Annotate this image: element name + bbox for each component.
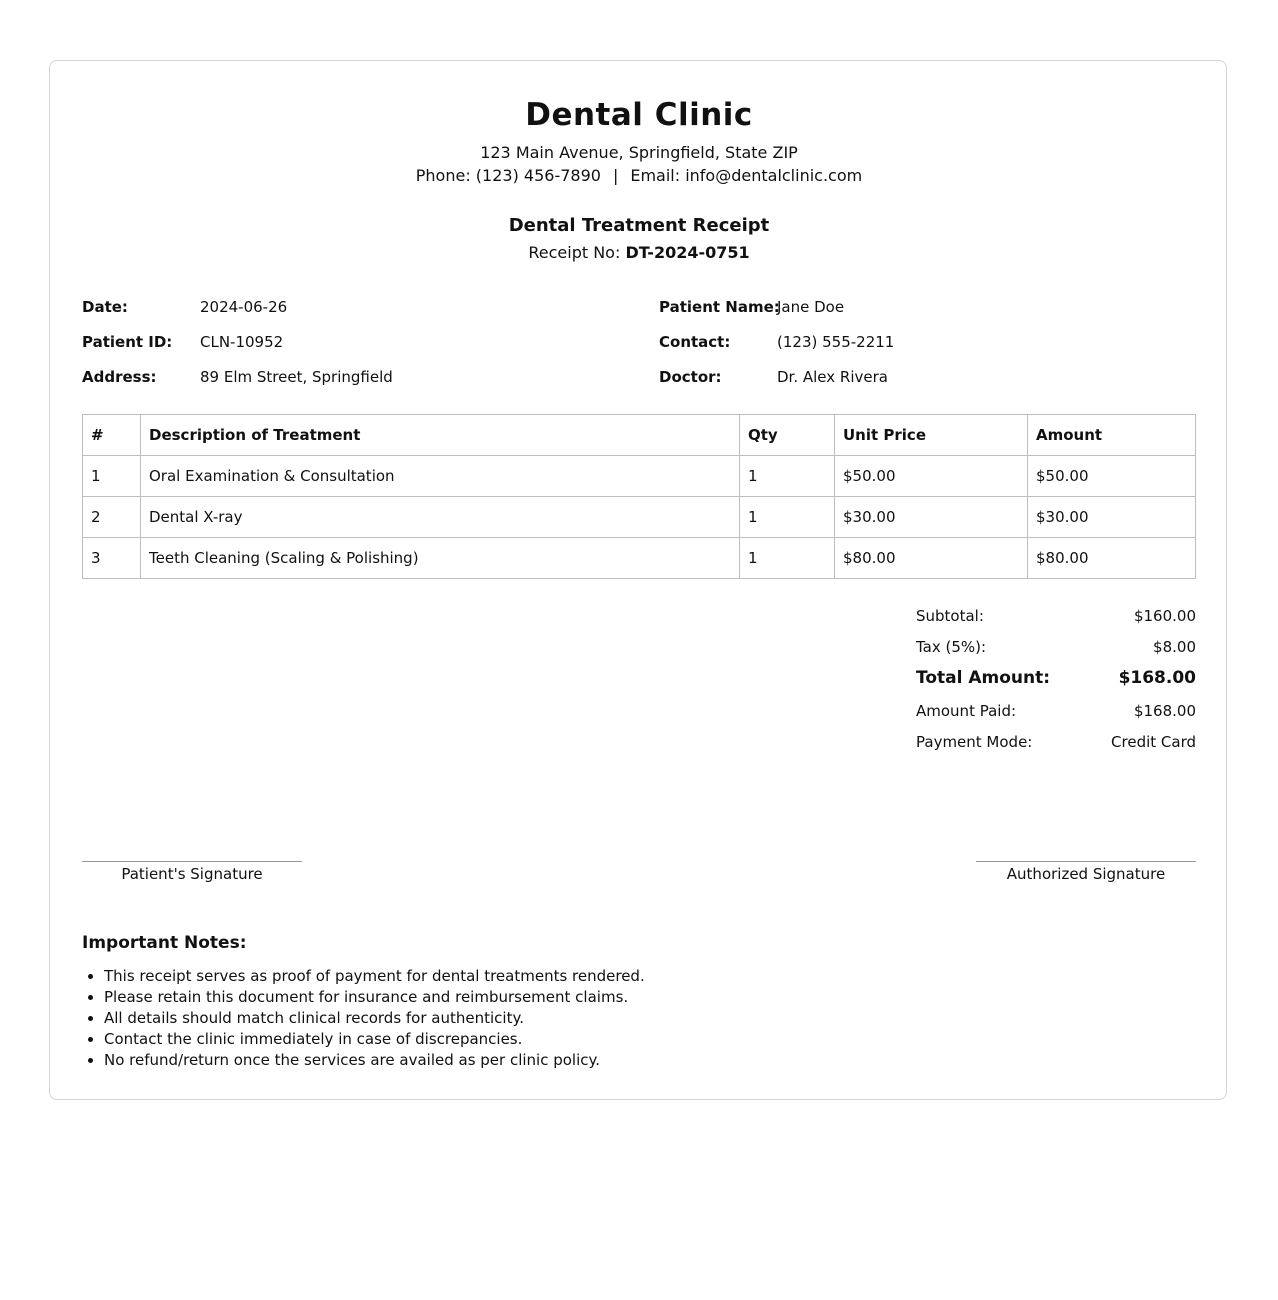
contact-separator: | [612,166,619,185]
cell-description: Oral Examination & Consultation [141,456,740,497]
authorized-signature: Authorized Signature [976,861,1196,883]
info-value: 89 Elm Street, Springfield [200,368,393,386]
info-value: Jane Doe [777,298,845,316]
cell-amount: $30.00 [1028,497,1196,538]
list-item: • No refund/return once the services are availed as per clinic policy. [104,1050,645,1071]
cell-unit-price: $50.00 [835,456,1028,497]
list-item: • All details should match clinical records for authenticity. [104,1008,645,1029]
notes-title: Important Notes: [82,933,247,953]
receipt-number [82,243,1196,262]
info-label: Patient Name: [659,298,780,316]
info-label: Doctor: [659,368,722,386]
notes-list [82,966,645,1071]
table-row [83,538,1196,579]
table-header-row [83,415,1196,456]
clinic-address: 123 Main Avenue, Springfield, State ZIP [480,143,798,162]
total-label: Total Amount: [916,668,1051,688]
info-value: 2024-06-26 [200,298,288,316]
patient-signature: Patient's Signature [82,861,302,883]
cell-number: 1 [83,456,141,497]
cell-number: 3 [83,538,141,579]
clinic-phone: Phone: (123) 456-7890 [415,166,601,185]
cell-qty: 1 [740,497,835,538]
subtotal-value: $160.00 [1133,607,1196,625]
column-header-description: Description of Treatment [141,415,740,456]
list-item: • Contact the clinic immediately in case of discrepancies. [104,1029,645,1050]
info-value: Dr. Alex Rivera [777,368,888,386]
total-value: $168.00 [1118,668,1196,688]
cell-amount: $80.00 [1028,538,1196,579]
list-item: • Please retain this document for insurance and reimbursement claims. [104,987,645,1008]
payment-mode-value: Credit Card [1111,733,1196,751]
tax-value: $8.00 [1153,638,1196,656]
receipt-card [49,60,1227,1100]
amount-paid-value: $168.00 [1133,702,1196,720]
cell-description: Dental X-ray [141,497,740,538]
column-header-amount: Amount [1028,415,1196,456]
receipt-number-label: Receipt No: [528,243,621,262]
amount-paid-label: Amount Paid: [916,702,1017,720]
table-row [83,456,1196,497]
list-item: • This receipt serves as proof of payment for dental treatments rendered. [104,966,645,987]
column-header-number: # [83,415,141,456]
cell-unit-price: $30.00 [835,497,1028,538]
cell-description: Teeth Cleaning (Scaling & Polishing) [141,538,740,579]
info-value: (123) 555-2211 [777,333,895,351]
cell-number: 2 [83,497,141,538]
info-label: Date: [82,298,128,316]
table-row [83,497,1196,538]
tax-label: Tax (5%): [916,638,987,656]
clinic-name: Dental Clinic [525,97,753,133]
info-value: CLN-10952 [200,333,284,351]
receipt-number-value: DT-2024-0751 [625,243,750,262]
info-label: Contact: [659,333,731,351]
treatment-table [82,414,1196,579]
payment-mode-label: Payment Mode: [916,733,1033,751]
column-header-qty: Qty [740,415,835,456]
info-label: Address: [82,368,157,386]
cell-amount: $50.00 [1028,456,1196,497]
info-label: Patient ID: [82,333,173,351]
cell-qty: 1 [740,538,835,579]
clinic-contact [82,166,1196,185]
cell-unit-price: $80.00 [835,538,1028,579]
subtotal-label: Subtotal: [916,607,984,625]
receipt-title: Dental Treatment Receipt [508,215,770,236]
column-header-unit-price: Unit Price [835,415,1028,456]
clinic-email: Email: info@dentalclinic.com [630,166,863,185]
cell-qty: 1 [740,456,835,497]
